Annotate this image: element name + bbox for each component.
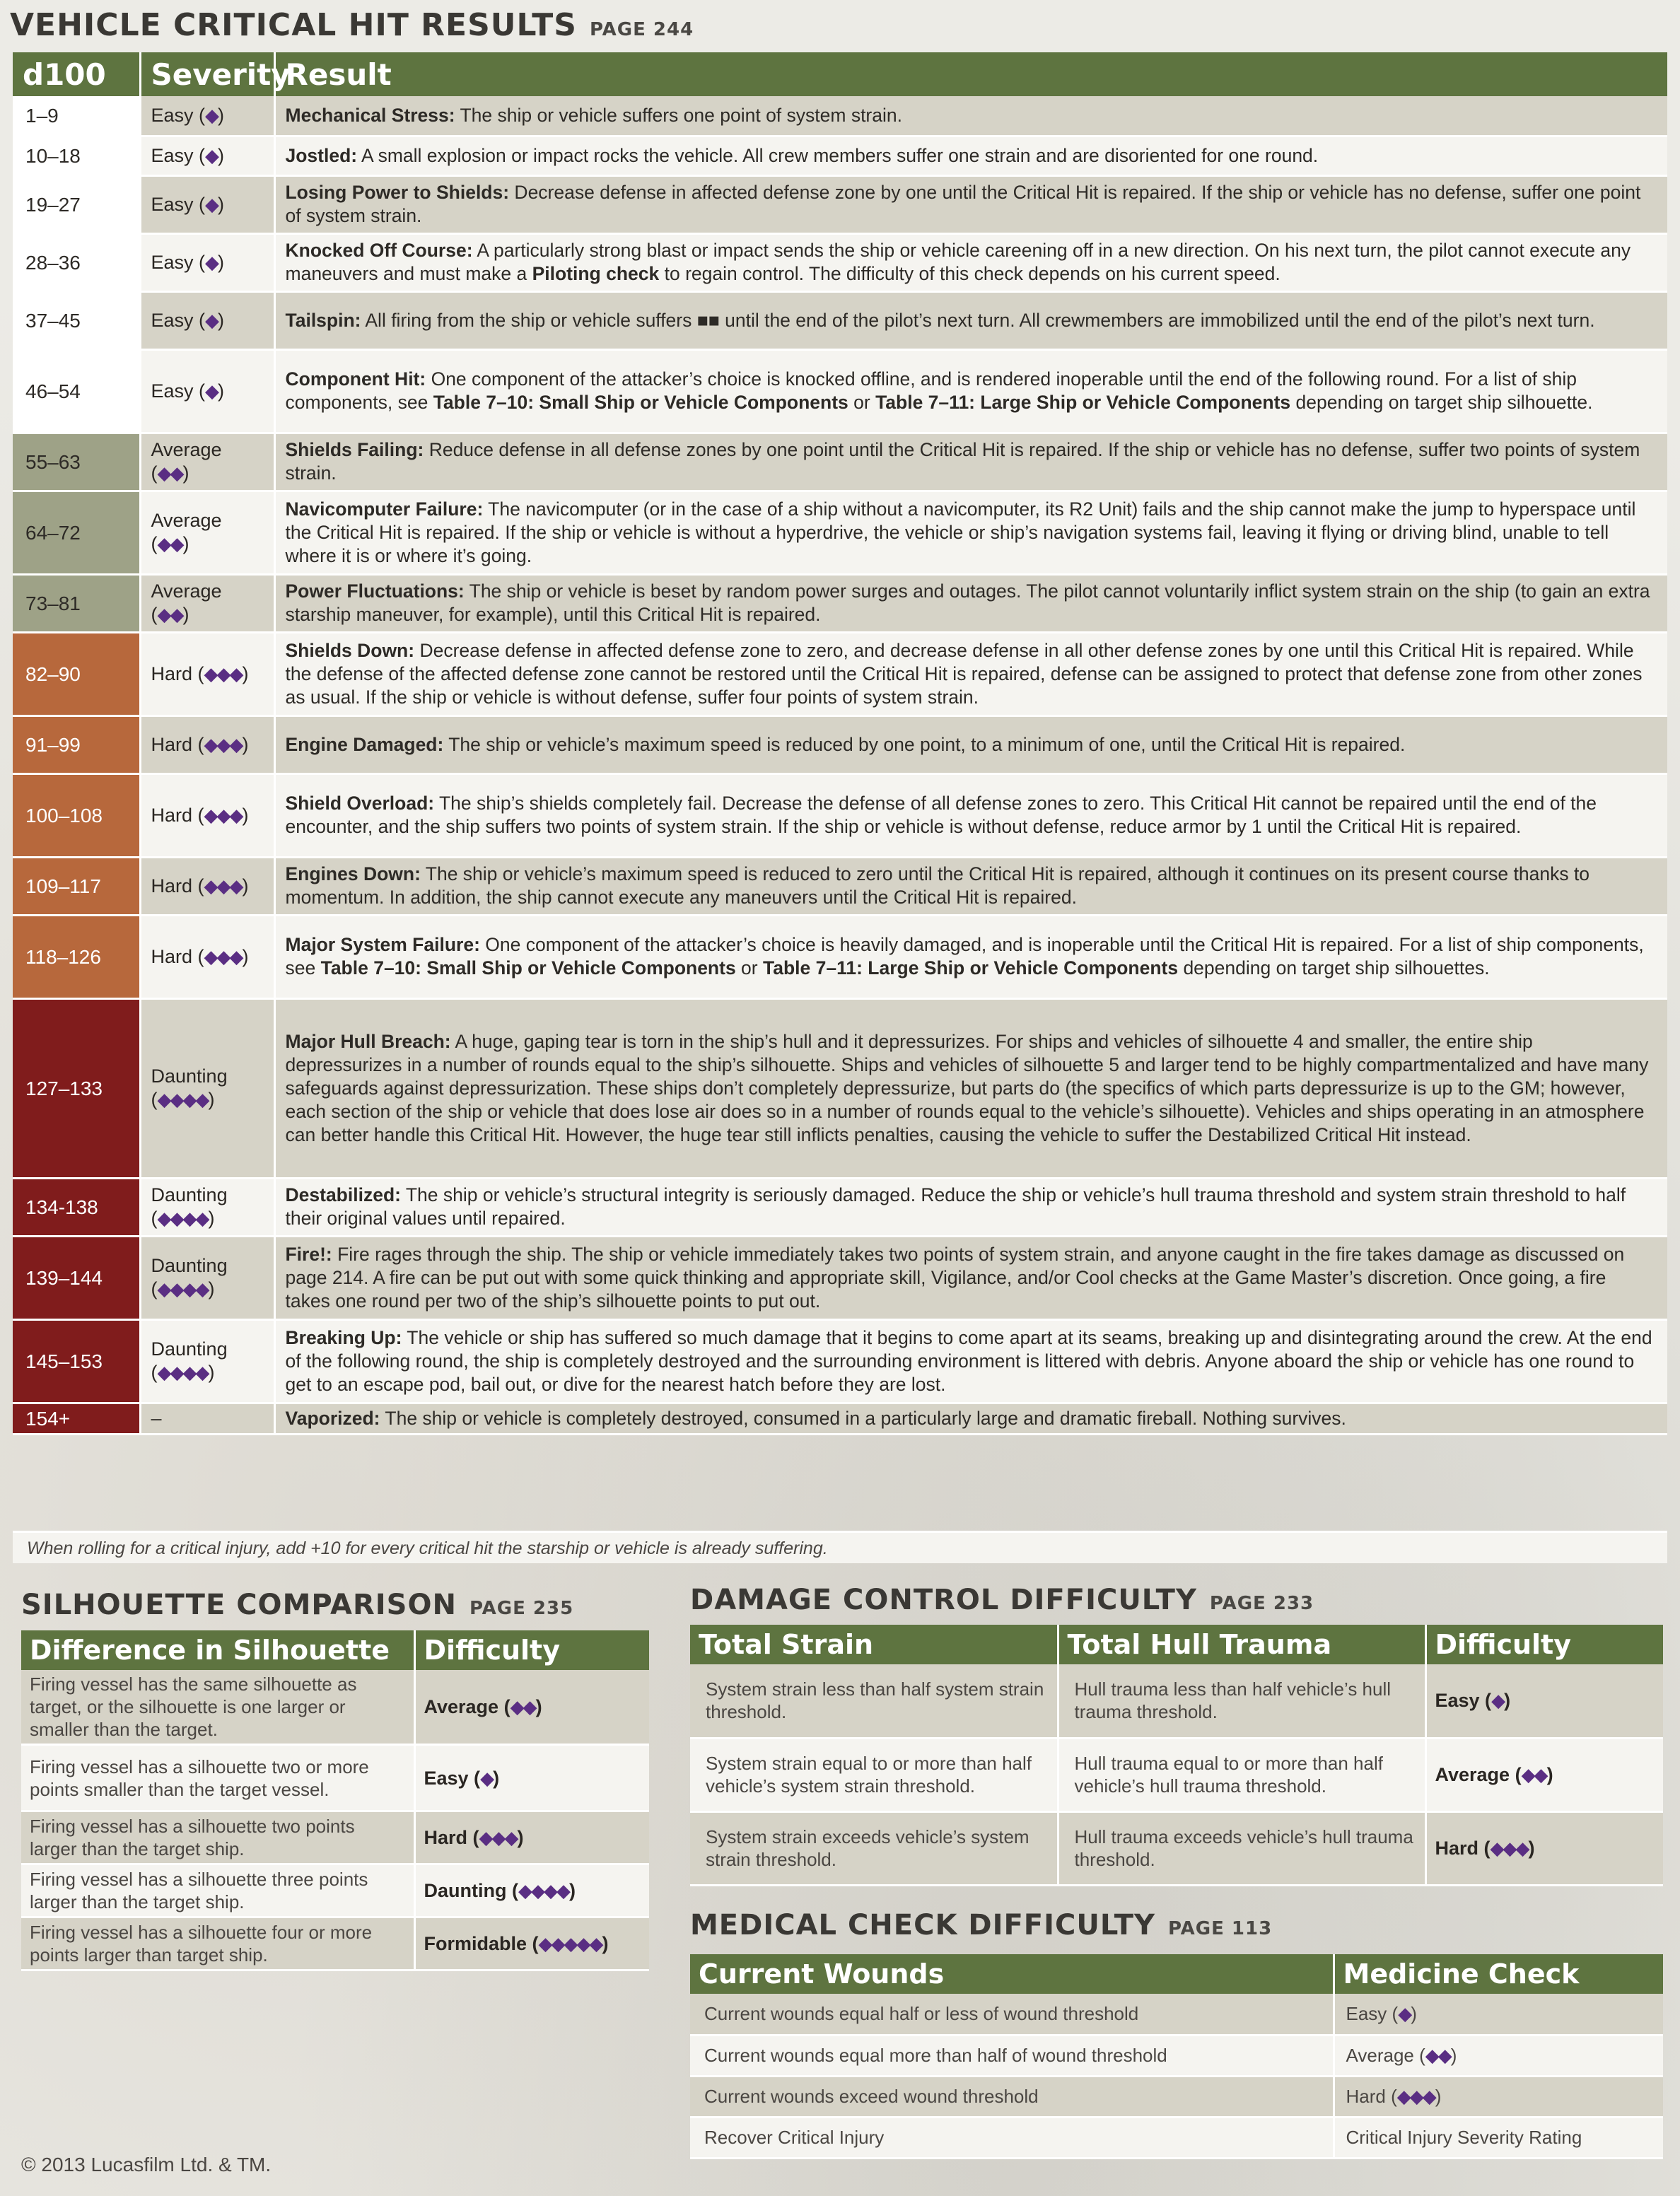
severity-close: ) [218, 251, 225, 273]
difficulty-close: ) [517, 1827, 524, 1848]
severity-cell [140, 632, 274, 716]
difficulty-label: Easy ( [1435, 1690, 1492, 1712]
d100-range: 19–27 [13, 175, 140, 233]
medical-wounds: Current wounds equal more than half of wound threshold [690, 2035, 1334, 2076]
critical-row [13, 998, 1667, 1178]
critical-row [13, 291, 1667, 349]
medical-check [1334, 1994, 1663, 2035]
result-name: Shields Down: [285, 639, 415, 661]
difficulty-label: Average ( [1435, 1764, 1522, 1785]
difficulty-dice-icon: ◆◆◆ [1490, 1838, 1529, 1859]
result-text: A huge, gaping tear is torn in the ship’s hull and it depressurizes. For ships and vehicles of silhouette 4 and smaller, the entire ship depressurizes in a number of rounds equal to the ship’s silhouette. Ships and vehicles of silhouette 5 and larger tend to be highly compartmentalized and have many safeguards against depressurization. These ships don’t completely depressurize, but parts do (the specifics of which parts depressurize is up to the GM; however, each section of the ship or vehicle that does lose air does so in a number of rounds equal to the vehicle’s silhouette). Vehicles and ships operating in an atmosphere can better handle this Critical Hit. However, the huge tear still inflicts penalties, causing the vehicle to suffer the Destabilized Critical Hit instead. [285, 1030, 1649, 1145]
difficulty-dice-icon: ◆◆◆◆ [157, 1278, 209, 1300]
severity-label: Easy ( [151, 251, 206, 273]
result-cell [274, 1178, 1667, 1236]
difficulty-dice-icon: ◆◆◆ [204, 662, 243, 684]
severity-close: ) [218, 104, 225, 126]
critical-row [13, 857, 1667, 915]
result-cell [274, 136, 1667, 175]
difficulty-dice-icon: ◆ [1398, 2003, 1411, 2025]
severity-cell [140, 773, 274, 857]
result-text: The ship or vehicle’s maximum speed is reduced by one point, to a minimum of one, until the Critical Hit is repaired. [443, 733, 1406, 755]
severity-cell [140, 291, 274, 349]
difficulty-dice-icon: ◆◆◆◆ [157, 1362, 209, 1383]
critical-row [13, 136, 1667, 175]
result-name: Jostled: [285, 144, 358, 166]
difficulty-dice-icon: ◆◆ [157, 462, 183, 484]
medical-check [1334, 2117, 1663, 2158]
vehicle-table-header [13, 52, 1667, 96]
severity-label: Easy ( [151, 193, 206, 215]
difficulty-dice-icon: ◆◆ [1521, 1764, 1547, 1785]
severity-label: Easy ( [151, 309, 206, 331]
result-text: One component of the attacker’s choice is heavily damaged, and is inoperable until the Critical Hit is repaired. For a list of ship components, see [285, 934, 1644, 979]
result-text: The ship or vehicle suffers one point of system strain. [455, 104, 902, 126]
damage-row [690, 1811, 1663, 1885]
medical-wounds: Current wounds equal half or less of wound threshold [690, 1994, 1334, 2035]
silhouette-row [21, 1670, 649, 1745]
severity-close: ) [242, 662, 249, 684]
severity-label: – [151, 1407, 162, 1429]
result-cell [274, 998, 1667, 1178]
silhouette-table-header [21, 1630, 649, 1670]
severity-label: Easy ( [151, 380, 206, 402]
result-name: Mechanical Stress: [285, 104, 455, 126]
header-d100: d100 [13, 52, 140, 96]
medical-section-title [690, 1909, 1272, 1941]
critical-row [13, 716, 1667, 773]
result-cell [274, 773, 1667, 857]
difficulty-label: Daunting ( [424, 1880, 518, 1901]
medical-table-header [690, 1954, 1663, 1994]
critical-row [13, 175, 1667, 233]
silhouette-difficulty [414, 1670, 649, 1745]
result-text: The navicomputer (or in the case of a ship without a navicomputer, its R2 Unit) fails and the ship cannot make the jump to hyperspace until the Critical Hit is repaired. If the ship or vehicle is without a hyperdrive, the vehicle or ship’s navigation systems fail, leaving it flying or driving blind, unable to tell where it is or where it’s going. [285, 498, 1636, 566]
difficulty-dice-icon: ◆ [480, 1767, 494, 1789]
result-text2: or [848, 392, 876, 413]
d100-range: 154+ [13, 1403, 140, 1434]
critical-row [13, 574, 1667, 632]
critical-row [13, 915, 1667, 998]
severity-close: ) [218, 309, 225, 331]
d100-range: 28–36 [13, 233, 140, 291]
severity-label: Hard ( [151, 875, 204, 896]
severity-cell [140, 1403, 274, 1434]
difficulty-close: ) [568, 1880, 576, 1901]
difficulty-close: ) [602, 1933, 609, 1954]
result-bold2: Table 7–10: Small Ship or Vehicle Components [433, 392, 848, 413]
severity-close: ) [242, 733, 249, 755]
difficulty-close: ) [1546, 1764, 1553, 1785]
severity-cell [140, 1236, 274, 1319]
damage-hull: Hull trauma less than half vehicle’s hull trauma threshold. [1058, 1664, 1425, 1738]
result-cell [274, 915, 1667, 998]
severity-close: ) [218, 193, 225, 215]
vehicle-section-title [10, 7, 694, 43]
difficulty-label: Hard ( [1435, 1838, 1491, 1859]
result-name: Major System Failure: [285, 934, 480, 955]
critical-row [13, 491, 1667, 574]
severity-cell [140, 349, 274, 433]
result-name: Knocked Off Course: [285, 240, 473, 261]
difficulty-dice-icon: ◆ [205, 193, 218, 215]
result-text: Reduce defense in all defense zones by one point until the Critical Hit is repaired. If the ship or vehicle has no defense, suffer two points of system strain. [285, 439, 1640, 484]
header-current-wounds: Current Wounds [690, 1954, 1334, 1994]
vehicle-critical-table [13, 52, 1667, 1435]
result-name: Shield Overload: [285, 793, 435, 814]
damage-row [690, 1664, 1663, 1738]
d100-range: 134-138 [13, 1178, 140, 1236]
severity-close: ) [242, 945, 249, 967]
critical-row [13, 1403, 1667, 1434]
difficulty-dice-icon: ◆ [1491, 1690, 1505, 1712]
check-label: Hard ( [1346, 2086, 1397, 2107]
difficulty-dice-icon: ◆◆ [157, 604, 183, 625]
medical-check [1334, 2076, 1663, 2117]
difficulty-close: ) [493, 1767, 500, 1789]
result-name: Fire!: [285, 1243, 332, 1265]
severity-cell [140, 233, 274, 291]
critical-row [13, 632, 1667, 716]
severity-close: ) [242, 875, 249, 896]
d100-range: 145–153 [13, 1319, 140, 1403]
difficulty-dice-icon: ◆ [205, 144, 218, 166]
vehicle-page-ref: PAGE 244 [589, 19, 694, 40]
result-text: A particularly strong blast or impact sends the ship or vehicle careening off in a new direction. On his next turn, the pilot cannot execute any maneuvers and must make a [285, 240, 1631, 284]
result-name: Losing Power to Shields: [285, 182, 510, 203]
result-bold3: Table 7–11: Large Ship or Vehicle Components [762, 957, 1179, 979]
difficulty-dice-icon: ◆◆◆ [204, 804, 243, 826]
header-total-strain: Total Strain [690, 1625, 1058, 1664]
result-name: Navicomputer Failure: [285, 498, 484, 520]
severity-cell [140, 716, 274, 773]
d100-range: 55–63 [13, 433, 140, 491]
damage-strain: System strain less than half system strain threshold. [690, 1664, 1058, 1738]
d100-range: 139–144 [13, 1236, 140, 1319]
d100-range: 37–45 [13, 291, 140, 349]
result-name: Engines Down: [285, 863, 421, 884]
result-bold2: Piloting check [532, 263, 660, 284]
difficulty-dice-icon: ◆◆ [157, 533, 183, 554]
silhouette-difficulty [414, 1745, 649, 1811]
damage-difficulty [1425, 1811, 1663, 1885]
damage-page-ref: PAGE 233 [1209, 1593, 1314, 1614]
result-name: Major Hull Breach: [285, 1030, 451, 1052]
medical-table [690, 1954, 1663, 2159]
severity-label: Hard ( [151, 804, 204, 826]
header-total-hull-trauma: Total Hull Trauma [1058, 1625, 1425, 1664]
result-text2: to regain control. The difficulty of this check depends on his current speed. [659, 263, 1281, 284]
damage-table-header [690, 1625, 1663, 1664]
vehicle-title: VEHICLE CRITICAL HIT RESULTS [10, 7, 577, 43]
damage-hull: Hull trauma equal to or more than half vehicle’s hull trauma threshold. [1058, 1738, 1425, 1811]
result-cell [274, 349, 1667, 433]
result-name: Vaporized: [285, 1407, 380, 1429]
severity-label: Average ( [151, 510, 222, 554]
silhouette-row [21, 1745, 649, 1811]
severity-cell [140, 574, 274, 632]
severity-close: ) [218, 380, 225, 402]
critical-row [13, 1236, 1667, 1319]
damage-difficulty [1425, 1738, 1663, 1811]
silhouette-row [21, 1811, 649, 1864]
silhouette-difficulty [414, 1864, 649, 1917]
difficulty-dice-icon: ◆ [205, 380, 218, 402]
result-name: Tailspin: [285, 309, 361, 331]
damage-difficulty [1425, 1664, 1663, 1738]
difficulty-dice-icon: ◆◆◆ [204, 875, 243, 896]
silhouette-desc: Firing vessel has a silhouette three points larger than the target ship. [21, 1864, 414, 1917]
severity-close: ) [182, 533, 189, 554]
result-cell [274, 291, 1667, 349]
medical-row [690, 2076, 1663, 2117]
result-cell [274, 716, 1667, 773]
silhouette-desc: Firing vessel has the same silhouette as target, or the silhouette is one larger or smaller than the target. [21, 1670, 414, 1745]
critical-row [13, 1319, 1667, 1403]
result-text: The ship or vehicle is beset by random power surges and outages. The pilot cannot voluntarily inflict system strain on the ship (to gain an extra starship maneuver, for example), until this Critical Hit is repaired. [285, 580, 1650, 625]
result-text3: depending on target ship silhouettes. [1178, 957, 1490, 979]
check-close: ) [1450, 2045, 1457, 2066]
difficulty-label: Hard ( [424, 1827, 479, 1848]
result-name: Shields Failing: [285, 439, 424, 460]
result-text: Decrease defense in affected defense zone by one until the Critical Hit is repaired. If the ship or vehicle has no defense, suffer one point of system strain. [285, 182, 1641, 226]
damage-strain: System strain equal to or more than half vehicle’s system strain threshold. [690, 1738, 1058, 1811]
d100-range: 1–9 [13, 96, 140, 136]
damage-strain: System strain exceeds vehicle’s system strain threshold. [690, 1811, 1058, 1885]
severity-close: ) [208, 1362, 215, 1383]
severity-label: Easy ( [151, 144, 206, 166]
result-text: A small explosion or impact rocks the vehicle. All crew members suffer one strain and are disoriented for one round. [357, 144, 1319, 166]
silhouette-desc: Firing vessel has a silhouette four or more points larger than target ship. [21, 1917, 414, 1970]
result-text: The ship or vehicle’s structural integrity is seriously damaged. Reduce the ship or vehicle’s hull trauma threshold and system strain threshold to half their original values until repaired. [285, 1184, 1626, 1229]
severity-cell [140, 175, 274, 233]
header-difference: Difference in Silhouette [21, 1630, 414, 1670]
result-text: Decrease defense in affected defense zone to zero, and decrease defense in all other defense zones by one until this Critical Hit is repaired. While the defense of the affected defense zone cannot be restored until the Critical Hit is repaired, defense can be assigned to protect that defense zone from other zones as usual. If the ship or vehicle is without defense, suffer four points of system strain. [285, 639, 1643, 708]
medical-wounds: Recover Critical Injury [690, 2117, 1334, 2158]
silhouette-desc: Firing vessel has a silhouette two points larger than the target ship. [21, 1811, 414, 1864]
header-medicine-check: Medicine Check [1334, 1954, 1663, 1994]
result-bold2: Table 7–10: Small Ship or Vehicle Components [320, 957, 736, 979]
medical-wounds: Current wounds exceed wound threshold [690, 2076, 1334, 2117]
severity-cell [140, 1319, 274, 1403]
result-text: All firing from the ship or vehicle suffers ■■ until the end of the pilot’s next turn. All crewmembers are immobilized until the end of the pilot’s next turn. [361, 309, 1595, 331]
check-label: Critical Injury Severity Rating [1346, 2127, 1582, 2148]
difficulty-dice-icon: ◆◆◆◆◆ [538, 1933, 602, 1954]
medical-page-ref: PAGE 113 [1167, 1918, 1273, 1939]
d100-range: 100–108 [13, 773, 140, 857]
difficulty-label: Average ( [424, 1696, 511, 1717]
d100-range: 73–81 [13, 574, 140, 632]
severity-label: Daunting ( [151, 1255, 228, 1300]
d100-range: 82–90 [13, 632, 140, 716]
silhouette-row [21, 1917, 649, 1970]
severity-cell [140, 491, 274, 574]
result-text: One component of the attacker’s choice is knocked offline, and is rendered inoperable until the end of the following round. For a list of ship components, see [285, 368, 1577, 413]
difficulty-label: Formidable ( [424, 1933, 539, 1954]
damage-row [690, 1738, 1663, 1811]
result-cell [274, 1236, 1667, 1319]
difficulty-label: Easy ( [424, 1767, 481, 1789]
severity-label: Hard ( [151, 733, 204, 755]
result-text: The ship’s shields completely fail. Decrease the defense of all defense zones to zero. This Critical Hit cannot be repaired until the end of the encounter, and the ship suffers two points of system strain. If the ship or vehicle is without defense, reduce armor by 1 until the Critical Hit is repaired. [285, 793, 1597, 837]
header-severity: Severity [140, 52, 274, 96]
result-name: Engine Damaged: [285, 733, 444, 755]
difficulty-dice-icon: ◆◆◆ [204, 945, 243, 967]
d100-range: 91–99 [13, 716, 140, 773]
result-cell [274, 433, 1667, 491]
difficulty-dice-icon: ◆◆◆◆ [157, 1208, 209, 1229]
severity-close: ) [208, 1278, 215, 1300]
result-cell [274, 175, 1667, 233]
difficulty-dice-icon: ◆◆◆ [204, 733, 243, 755]
silhouette-difficulty [414, 1917, 649, 1970]
severity-close: ) [182, 604, 189, 625]
critical-row [13, 96, 1667, 136]
result-text: Fire rages through the ship. The ship or vehicle immediately takes two points of system strain, and anyone caught in the fire takes damage as discussed on page 214. A fire can be put out with some quick thinking and appropriate skill, Vigilance, and/or Cool checks at the Game Master’s discretion. Once going, a fire takes one round per two of the ship’s silhouette points to put out. [285, 1243, 1625, 1312]
severity-label: Average ( [151, 439, 222, 484]
d100-range: 109–117 [13, 857, 140, 915]
severity-cell [140, 915, 274, 998]
difficulty-dice-icon: ◆◆ [1425, 2045, 1451, 2066]
medical-row [690, 2035, 1663, 2076]
severity-close: ) [242, 804, 249, 826]
difficulty-close: ) [1504, 1690, 1511, 1712]
severity-label: Daunting ( [151, 1338, 228, 1383]
result-cell [274, 574, 1667, 632]
result-cell [274, 1319, 1667, 1403]
header-damage-difficulty: Difficulty [1425, 1625, 1663, 1664]
severity-label: Daunting ( [151, 1065, 228, 1110]
medical-row [690, 1994, 1663, 2035]
check-label: Average ( [1346, 2045, 1425, 2066]
result-text2: or [735, 957, 763, 979]
silhouette-page-ref: PAGE 235 [469, 1598, 574, 1619]
difficulty-close: ) [1528, 1838, 1535, 1859]
silhouette-difficulty [414, 1811, 649, 1864]
damage-hull: Hull trauma exceeds vehicle’s hull trauma threshold. [1058, 1811, 1425, 1885]
damage-table [690, 1625, 1663, 1886]
d100-range: 127–133 [13, 998, 140, 1178]
header-result: Result [274, 52, 1667, 96]
result-text: The ship or vehicle is completely destroyed, consumed in a particularly large and dramatic fireball. Nothing survives. [380, 1407, 1346, 1429]
critical-note: When rolling for a critical injury, add +10 for every critical hit the starship or vehicle is already suffering. [13, 1531, 1667, 1563]
severity-label: Average ( [151, 580, 222, 625]
difficulty-dice-icon: ◆◆◆◆ [157, 1089, 209, 1110]
result-name: Destabilized: [285, 1184, 401, 1205]
result-cell [274, 1403, 1667, 1434]
critical-row [13, 433, 1667, 491]
result-cell [274, 233, 1667, 291]
severity-cell [140, 857, 274, 915]
difficulty-dice-icon: ◆ [205, 251, 218, 273]
check-label: Easy ( [1346, 2003, 1399, 2025]
severity-cell [140, 998, 274, 1178]
d100-range: 118–126 [13, 915, 140, 998]
result-name: Breaking Up: [285, 1326, 402, 1348]
difficulty-dice-icon: ◆◆ [510, 1696, 536, 1717]
d100-range: 46–54 [13, 349, 140, 433]
result-cell [274, 491, 1667, 574]
critical-row [13, 233, 1667, 291]
severity-label: Hard ( [151, 662, 204, 684]
silhouette-section-title [21, 1589, 573, 1621]
result-name: Power Fluctuations: [285, 580, 465, 602]
difficulty-dice-icon: ◆◆◆ [479, 1827, 518, 1848]
severity-cell [140, 433, 274, 491]
medical-title: MEDICAL CHECK DIFFICULTY [690, 1909, 1155, 1941]
severity-label: Easy ( [151, 104, 206, 126]
result-text3: depending on target ship silhouette. [1290, 392, 1593, 413]
difficulty-dice-icon: ◆ [205, 309, 218, 331]
severity-cell [140, 1178, 274, 1236]
result-cell [274, 632, 1667, 716]
silhouette-desc: Firing vessel has a silhouette two or more points smaller than the target vessel. [21, 1745, 414, 1811]
difficulty-dice-icon: ◆ [205, 104, 218, 126]
medical-check [1334, 2035, 1663, 2076]
medical-row [690, 2117, 1663, 2158]
damage-title: DAMAGE CONTROL DIFFICULTY [690, 1584, 1197, 1616]
severity-label: Daunting ( [151, 1184, 228, 1229]
header-difficulty: Difficulty [414, 1630, 649, 1670]
silhouette-title: SILHOUETTE COMPARISON [21, 1589, 457, 1621]
severity-cell [140, 96, 274, 136]
result-bold3: Table 7–11: Large Ship or Vehicle Components [875, 392, 1291, 413]
difficulty-dice-icon: ◆◆◆ [1396, 2086, 1435, 2107]
severity-label: Hard ( [151, 945, 204, 967]
critical-row [13, 349, 1667, 433]
severity-cell [140, 136, 274, 175]
result-cell [274, 96, 1667, 136]
severity-close: ) [208, 1208, 215, 1229]
damage-section-title [690, 1584, 1314, 1616]
critical-row [13, 773, 1667, 857]
critical-row [13, 1178, 1667, 1236]
result-cell [274, 857, 1667, 915]
copyright: © 2013 Lucasfilm Ltd. & TM. [21, 2154, 272, 2175]
result-text: The vehicle or ship has suffered so much damage that it begins to come apart at its seams, breaking up and disintegrating around the crew. At the end of the following round, the ship is completely destroyed and the surrounding environment is littered with debris. Anyone aboard the ship or vehicle has one round to get to an escape pod, bail out, or dive for the nearest hatch before they are lost. [285, 1326, 1652, 1395]
d100-range: 10–18 [13, 136, 140, 175]
difficulty-close: ) [535, 1696, 542, 1717]
d100-range: 64–72 [13, 491, 140, 574]
result-name: Component Hit: [285, 368, 426, 390]
severity-close: ) [218, 144, 225, 166]
difficulty-dice-icon: ◆◆◆◆ [518, 1880, 569, 1901]
check-close: ) [1435, 2086, 1442, 2107]
severity-close: ) [182, 462, 189, 484]
severity-close: ) [208, 1089, 215, 1110]
silhouette-table [21, 1630, 649, 1971]
silhouette-row [21, 1864, 649, 1917]
result-text: The ship or vehicle’s maximum speed is reduced to zero until the Critical Hit is repaired, although it continues on its present course thanks to momentum. In addition, the ship cannot execute any maneuvers until the Critical Hit is repaired. [285, 863, 1590, 908]
check-close: ) [1411, 2003, 1417, 2025]
